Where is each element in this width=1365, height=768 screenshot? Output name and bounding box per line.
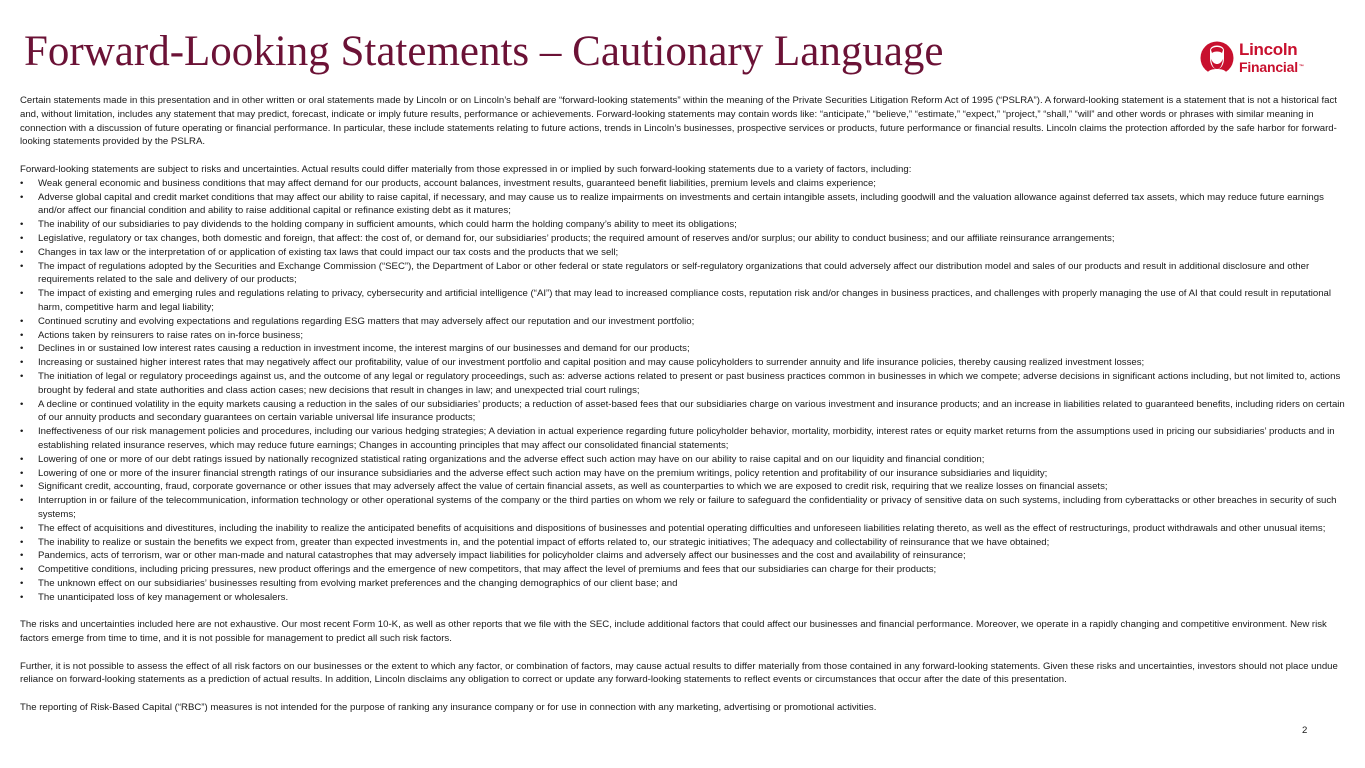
risk-factor-item: • Interruption in or failure of the telecommunication, information technology or other operational systems of the company or the third parties on whom we rely or failure to safeguard the confidentiality or privacy of sensitive data on such systems, including from cyberattacks or other breaches in security of such systems; [20,494,1348,522]
rbc-paragraph: The reporting of Risk-Based Capital (“RBC”) measures is not intended for the purpose of ranking any insurance company or for use in connection with any marketing, advertising or promotional activities. [20,702,877,714]
lincoln-financial-logo [1200,38,1320,80]
risk-factor-item: • Adverse global capital and credit market conditions that may affect our ability to raise capital, if necessary, and may cause us to realize impairments on investments and certain intangible assets, including goodwill and the valuation allowance against deferred tax assets, which may reduce future earnings and/or affect our financial condition and ability to raise additional capital or refinance existing debt as it matures; [20,191,1348,219]
logo-wordmark-lincoln: Lincoln [1239,40,1298,59]
risk-factor-item: • Pandemics, acts of terrorism, war or other man-made and natural catastrophes that may adversely impact liabilities for policyholder claims and adversely affect our businesses and the cost and availability of reinsurance; [20,549,1348,563]
disclaimer-body [20,94,1348,715]
page-title: Forward-Looking Statements – Cautionary Language [24,28,944,75]
risk-factor-item: • The unknown effect on our subsidiaries’ businesses resulting from evolving market preferences and the changing demographics of our client base; and [20,577,1348,591]
risk-factor-item: • Changes in tax law or the interpretation of or application of existing tax laws that could impact our tax costs and the products that we sell; [20,246,1348,260]
risk-factor-item: • The inability of our subsidiaries to pay dividends to the holding company in sufficient amounts, which could harm the holding company’s ability to meet its obligations; [20,218,1348,232]
risk-factor-item: • The initiation of legal or regulatory proceedings against us, and the outcome of any legal or regulatory proceedings, such as: adverse actions related to present or past business practices common in businesses in which we compete; adverse decisions in significant actions including, but not limited to, actions brought by federal and state authorities and class action cases; new decisions that result in changes in law; and unexpected trial court rulings; [20,370,1348,398]
risk-factor-item: • Competitive conditions, including pricing pressures, new product offerings and the emergence of new competitors, that may affect the level of premiums and fees that our subsidiaries can charge for their products; [20,563,1348,577]
page-number: 2 [1302,725,1308,736]
risk-factor-item: • Declines in or sustained low interest rates causing a reduction in investment income, the interest margins of our businesses and demand for our products; [20,342,1348,356]
risk-factor-item: • A decline or continued volatility in the equity markets causing a reduction in the sales of our subsidiaries’ products; a reduction of asset-based fees that our subsidiaries charge on various investment and insurance products; and an increase in liabilities related to guaranteed benefits, including riders on certain of our annuity products and secondary guarantees on certain variable universal life insurance products; [20,398,1348,426]
risk-factor-item: • The impact of regulations adopted by the Securities and Exchange Commission (“SEC”), the Department of Labor or other federal or state regulators or self-regulatory organizations that could adversely affect our distribution model and sales of our products and result in additional disclosure and other requirements related to the sale and delivery of our products; [20,260,1348,288]
risk-factor-item: • Increasing or sustained higher interest rates that may negatively affect our profitability, value of our investment portfolio and capital position and may cause policyholders to surrender annuity and life insurance policies, thereby causing realized investment losses; [20,356,1348,370]
risk-factor-item: • Ineffectiveness of our risk management policies and procedures, including our various hedging strategies; A deviation in actual experience regarding future policyholder behavior, mortality, morbidity, interest rates or equity market returns from the assumptions used in pricing our subsidiaries’ products and in establishing related insurance reserves, which may reduce future earnings; Changes in accounting principles that may affect our consolidated financial statements; [20,425,1348,453]
risk-factor-item: • Lowering of one or more of the insurer financial strength ratings of our insurance subsidiaries and the adverse effect such action may have on the premium writings, policy retention and profitability of our insurance subsidiaries and liquidity; [20,467,1348,481]
risk-factor-item: • Lowering of one or more of our debt ratings issued by nationally recognized statistical rating organizations and the adverse effect such action may have on our ability to raise capital and on our liquidity and financial condition; [20,453,1348,467]
risks-lead-paragraph: Forward-looking statements are subject to risks and uncertainties. Actual results could differ materially from those expressed in or implied by such forward-looking statements due to a variety of factors, including: [20,163,912,175]
risk-factor-item: • The effect of acquisitions and divestitures, including the inability to realize the anticipated benefits of acquisitions and dispositions of businesses and potential operating difficulties and unforeseen liabilities relating thereto, as well as the effect of restructurings, product withdrawals and other unusual items; [20,522,1348,536]
logo-wordmark-financial: Financial™ [1239,59,1304,75]
further-paragraph: Further, it is not possible to assess the effect of all risk factors on our businesses or the extent to which any factor, or combination of factors, may cause actual results to differ materially from those contained in any forward-looking statements. Given these risks and uncertainties, investors should not place undue reliance on forward-looking statements as a prediction of actual results. In addition, Lincoln disclaims any obligation to correct or update any forward-looking statements to reflect events or circumstances that occur after the date of this presentation. [20,660,1338,686]
risk-factor-item: • The unanticipated loss of key management or wholesalers. [20,591,1348,605]
risk-factor-item: • Continued scrutiny and evolving expectations and regulations regarding ESG matters that may adversely affect our reputation and our investment portfolio; [20,315,1348,329]
risk-factor-item: • Weak general economic and business conditions that may affect demand for our products, account balances, investment results, guaranteed benefit liabilities, premium levels and claims experience; [20,177,1348,191]
risk-factor-item: • The inability to realize or sustain the benefits we expect from, greater than expected investments in, and the potential impact of efforts related to, our strategic initiatives; The adequacy and collectability of reinsurance that we have obtained; [20,536,1348,550]
risk-factor-item: • Legislative, regulatory or tax changes, both domestic and foreign, that affect: the cost of, or demand for, our subsidiaries’ products; the required amount of reserves and/or surplus; our ability to conduct business; and our affiliate reinsurance arrangements; [20,232,1348,246]
intro-paragraph: Certain statements made in this presentation and in other written or oral statements made by Lincoln or on Lincoln’s behalf are “forward-looking statements” within the meaning of the Private Securities Litigation Reform Act of 1995 (“PSLRA”). A forward-looking statement is a statement that is not a historical fact and, without limitation, includes any statement that may predict, forecast, indicate or imply future results, performance or achievements. Forward-looking statements may contain words like: “anticipate,” “believe,” “estimate,” “expect,” “project,” “shall,” “will” and other words or phrases with similar meaning in connection with a discussion of future operating or financial performance. In particular, these include statements relating to future actions, trends in Lincoln’s businesses, prospective services or products, future performance or financial results. Lincoln claims the protection afforded by the safe harbor for forward-looking statements provided by the PSLRA. [20,95,1337,148]
lincoln-portrait-icon [1200,38,1234,78]
not-exhaustive-paragraph: The risks and uncertainties included here are not exhaustive. Our most recent Form 10-K, as well as other reports that we file with the SEC, include additional factors that could affect our businesses and financial performance. Moreover, we operate in a rapidly changing and competitive environment. New risk factors emerge from time to time, and it is not possible for management to predict all such risk factors. [20,619,1327,645]
trademark-symbol: ™ [1298,64,1304,70]
risk-factor-item: • Significant credit, accounting, fraud, corporate governance or other issues that may adversely affect the value of certain financial assets, as well as counterparties to which we are exposed to credit risk, requiring that we realize losses on financial assets; [20,480,1348,494]
risk-factor-list [20,177,1348,605]
risk-factor-item: • The impact of existing and emerging rules and regulations relating to privacy, cybersecurity and artificial intelligence (“AI”) that may lead to increased compliance costs, reputation risk and/or changes in business practices, and challenges with properly managing the use of AI that could result in reputational harm, competitive harm and legal liability; [20,287,1348,315]
risk-factor-item: • Actions taken by reinsurers to raise rates on in-force business; [20,329,1348,343]
